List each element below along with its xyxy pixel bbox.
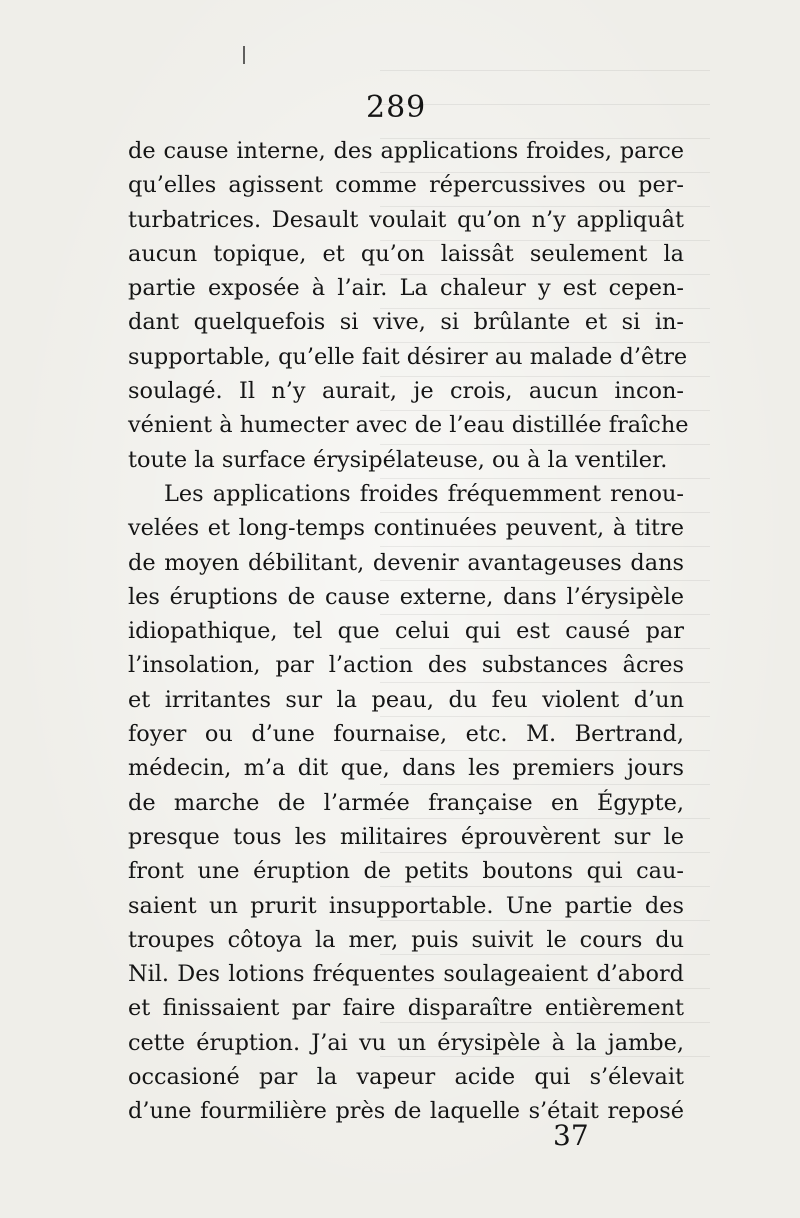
body-text <box>128 134 689 1129</box>
text-line: de marche de l’armée française en Égypte, <box>128 789 684 816</box>
text-line: qu’elles agissent comme répercussives ou per- <box>128 172 684 199</box>
text-line: front une éruption de petits boutons qui cau- <box>128 858 684 885</box>
text-line: velées et long-temps continuées peuvent, à titre <box>128 515 684 542</box>
text-line: partie exposée à l’air. La chaleur y est cepen- <box>128 275 684 302</box>
text-line: Nil. Des lotions fréquentes soulageaient d’abord <box>128 961 684 988</box>
text-line: dant quelquefois si vive, si brûlante et si in- <box>128 309 684 336</box>
page-number: 289 <box>366 90 427 125</box>
text-line: saient un prurit insupportable. Une partie des <box>128 892 684 919</box>
text-line: supportable, qu’elle fait désirer au malade d’être <box>128 343 688 370</box>
text-line: foyer ou d’une fournaise, etc. M. Bertrand, <box>128 721 684 748</box>
text-line: de cause interne, des applications froides, parce <box>128 138 684 164</box>
text-line: troupes côtoya la mer, puis suivit le cours du <box>128 926 684 953</box>
text-line: soulagé. Il n’y aurait, je crois, aucun incon- <box>128 378 684 405</box>
text-line: et irritantes sur la peau, du feu violent d’un <box>128 686 684 713</box>
text-line: occasioné par la vapeur acide qui s’élevait <box>128 1064 684 1091</box>
text-line: vénient à humecter avec de l’eau distillée fraîche <box>128 412 689 439</box>
text-line: médecin, m’a dit que, dans les premiers jours <box>128 755 684 782</box>
text-line: les éruptions de cause externe, dans l’érysipèle <box>128 583 684 610</box>
text-line: Les applications froides fréquemment renou- <box>164 480 684 507</box>
text-line: turbatrices. Desault voulait qu’on n’y appliquât <box>128 206 684 233</box>
text-line: presque tous les militaires éprouvèrent sur le <box>128 823 684 850</box>
text-line: de moyen débilitant, devenir avantageuses dans <box>128 549 684 576</box>
text-line: l’insolation, par l’action des substances âcres <box>128 652 684 679</box>
text-line: aucun topique, et qu’on laissât seulement la <box>128 240 684 267</box>
edge-mark <box>243 46 245 64</box>
text-line: toute la surface érysipélateuse, ou à la ventiler. <box>128 446 668 473</box>
signature-mark: 37 <box>553 1119 589 1152</box>
text-line: d’une fourmilière près de laquelle s’était reposé <box>128 1098 684 1125</box>
text-line: idiopathique, tel que celui qui est causé par <box>128 618 684 645</box>
text-line: et finissaient par faire disparaître entièrement <box>128 995 684 1022</box>
text-line: cette éruption. J’ai vu un érysipèle à la jambe, <box>128 1029 684 1056</box>
